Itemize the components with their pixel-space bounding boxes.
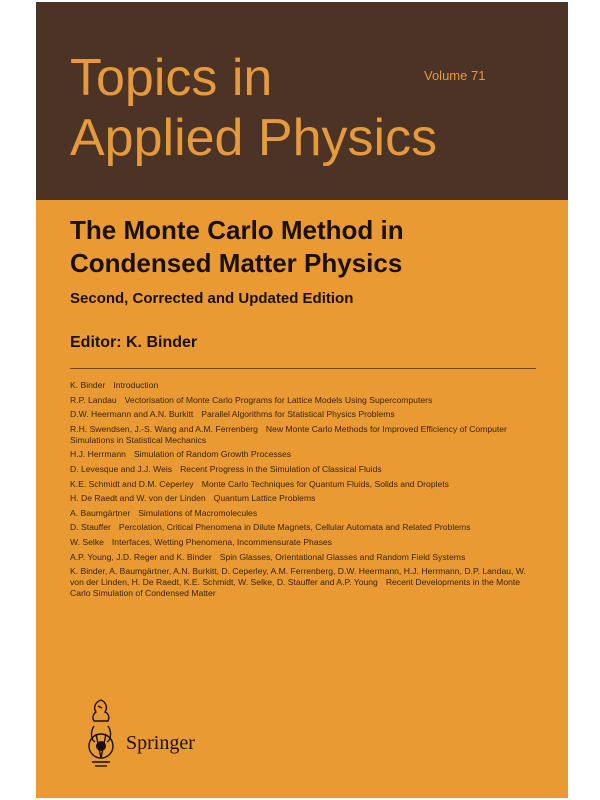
contents-entry [70, 449, 536, 460]
contents-entry-authors: R.H. Swendsen, J.-S. Wang and A.M. Ferrenberg [70, 423, 258, 434]
contents-entry-authors: A. Baumgärtner [70, 507, 131, 518]
contents-entry-authors: A.P. Young, J.D. Reger and K. Binder [70, 551, 212, 562]
contents-entry [70, 537, 536, 548]
contents-entry-title: Recent Developments in the Monte Carlo Simulation of Condensed Matter [70, 577, 521, 599]
contents-entry-authors: K. Binder [70, 380, 106, 390]
contents-entry [70, 479, 536, 490]
contents-entry [70, 493, 536, 504]
contents-entry [70, 424, 536, 446]
contents-entry [70, 380, 536, 391]
contents-entry [70, 552, 536, 563]
contents-entry-authors: W. Selke [70, 536, 104, 547]
contents-entry-title: Spin Glasses, Orientational Glasses and Random Field Systems [219, 551, 466, 562]
contents-entry-title: Interfaces, Wetting Phenomena, Incommensurate Phases [111, 536, 332, 547]
contents-entry-title: Vectorisation of Monte Carlo Programs for Lattice Models Using Supercomputers [124, 394, 433, 405]
contents-entry-authors: D. Stauffer [70, 522, 111, 533]
contents-list [70, 380, 536, 603]
contents-entry [70, 508, 536, 519]
contents-entry-title: Recent Progress in the Simulation of Classical Fluids [180, 463, 382, 474]
volume-number: Volume 71 [424, 68, 486, 83]
contents-entry-title: Simulations of Macromolecules [138, 507, 258, 518]
series-title [70, 48, 437, 168]
series-title-line-1: Topics in [70, 49, 273, 107]
book-title-line-1: The Monte Carlo Method in [70, 215, 404, 245]
contents-entry [70, 464, 536, 475]
contents-entry-title: Introduction [113, 380, 159, 390]
book-cover [36, 2, 568, 798]
contents-entry [70, 409, 536, 420]
divider-rule [70, 368, 536, 369]
contents-entry-title: Percolation, Critical Phenomena in Dilute Magnets, Cellular Automata and Related Problems [118, 522, 471, 533]
contents-entry [70, 395, 536, 406]
book-title [70, 214, 404, 280]
contents-entry-title: New Monte Carlo Methods for Improved Efficiency of Computer Simulations in Statistical Mechanics [70, 423, 507, 445]
contents-entry [70, 522, 536, 533]
series-title-line-2: Applied Physics [70, 109, 438, 167]
contents-entry-authors: R.P. Landau [70, 394, 117, 405]
contents-entry [70, 566, 536, 599]
contents-entry-authors: K.E. Schmidt and D.M. Ceperley [70, 478, 194, 489]
edition-subtitle: Second, Corrected and Updated Edition [70, 290, 354, 307]
contents-entry-title: Simulation of Random Growth Processes [133, 449, 292, 460]
book-title-line-2: Condensed Matter Physics [70, 248, 403, 278]
contents-entry-authors: H. De Raedt and W. von der Linden [70, 493, 206, 504]
contents-entry-authors: H.J. Herrmann [70, 449, 126, 460]
springer-logo-icon [84, 696, 118, 770]
contents-entry-authors: K. Binder, A. Baumgärtner, A.N. Burkitt, D. Ceperley, A.M. Ferrenberg, D.W. Heermann, H.J. Herrmann, D.P. Landau, W. von der Linden, H. De Raedt, K.E. Schmidt, W. Selke, D. Stauffer and A.P. Young [70, 566, 526, 588]
contents-entry-title: Parallel Algorithms for Statistical Physics Problems [201, 409, 395, 420]
contents-entry-title: Monte Carlo Techniques for Quantum Fluids, Solids and Droplets [201, 478, 449, 489]
series-banner [36, 2, 568, 200]
contents-entry-authors: D.W. Heermann and A.N. Burkitt [70, 409, 194, 420]
contents-entry-title: Quantum Lattice Problems [213, 493, 316, 504]
editor-line: Editor: K. Binder [70, 334, 198, 351]
publisher-name: Springer [126, 732, 195, 754]
contents-entry-authors: D. Levesque and J.J. Weis [70, 463, 173, 474]
